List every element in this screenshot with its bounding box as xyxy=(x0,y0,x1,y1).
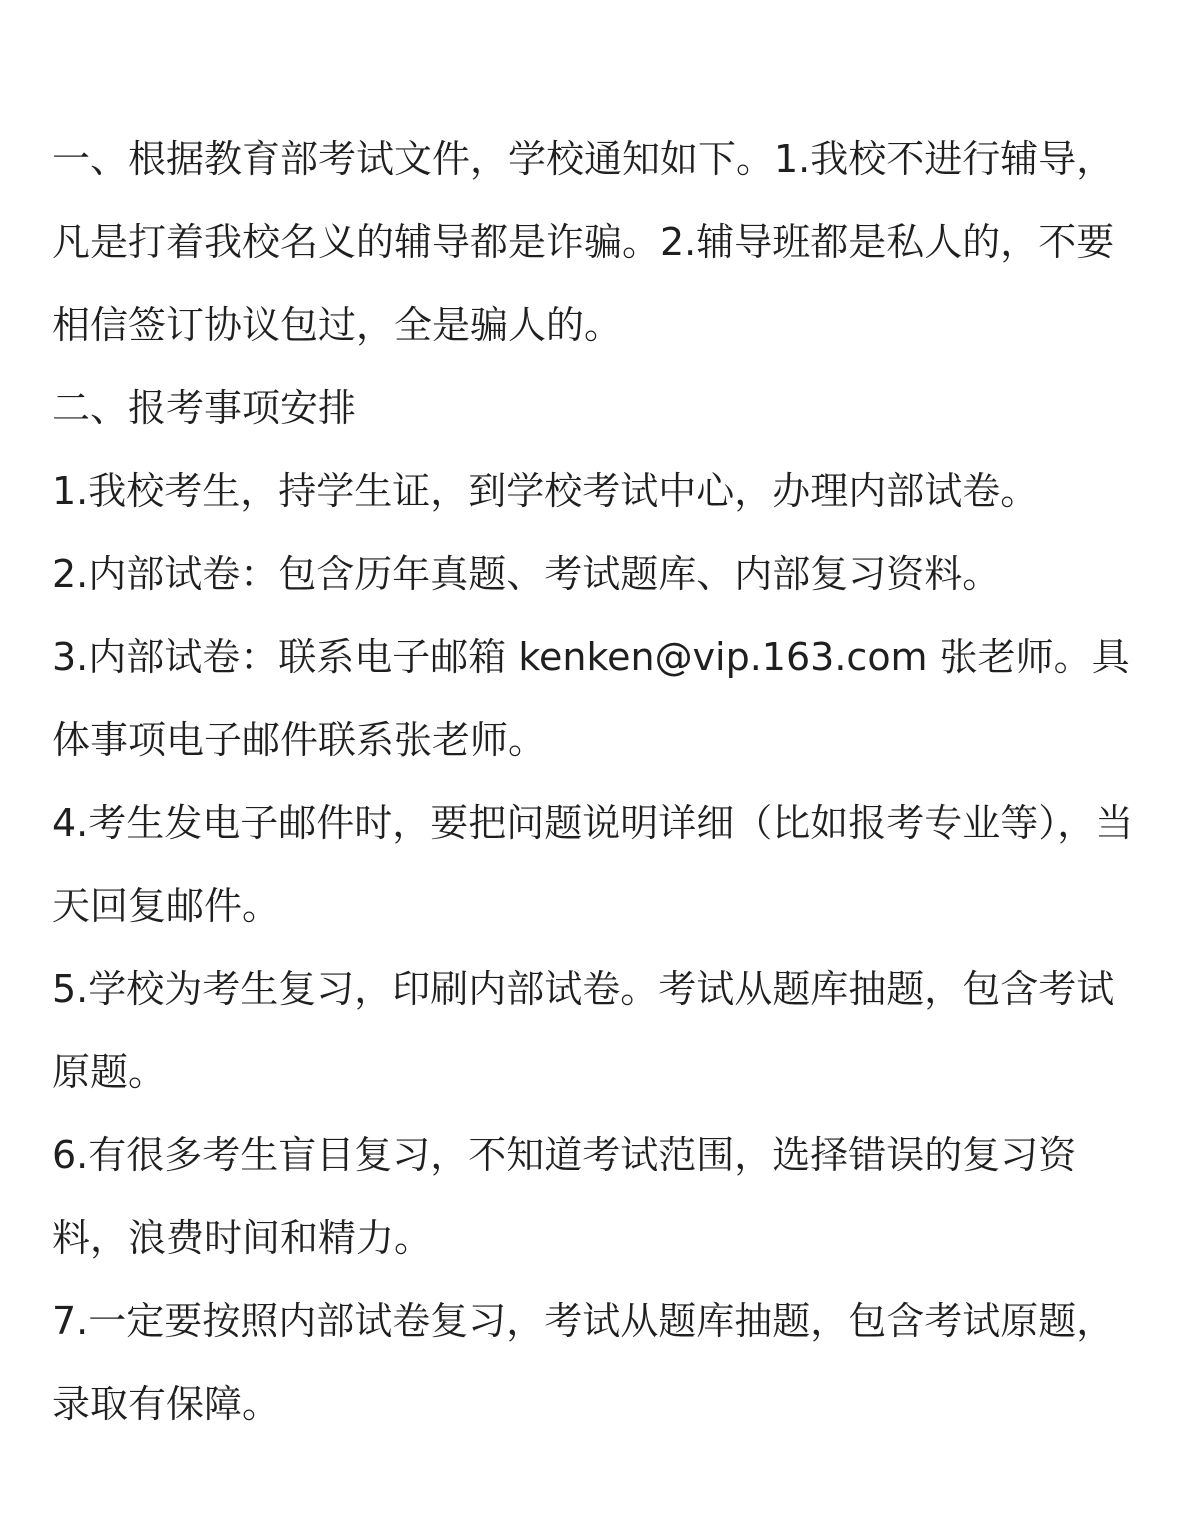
item-2: 2.内部试卷：包含历年真题、考试题库、内部复习资料。 xyxy=(52,552,1001,596)
item-3: 3.内部试卷：联系电子邮箱 kenken@vip.163.com 张老师。具体事项电子邮件联系张老师。 xyxy=(52,635,1130,762)
notice-document xyxy=(52,118,1152,1446)
section-heading-arrangements: 二、报考事项安排 xyxy=(52,386,357,430)
item-1: 1.我校考生，持学生证，到学校考试中心，办理内部试卷。 xyxy=(52,469,1039,513)
item-5: 5.学校为考生复习，印刷内部试卷。考试从题库抽题，包含考试原题。 xyxy=(52,967,1115,1094)
item-7: 7.一定要按照内部试卷复习，考试从题库抽题，包含考试原题，录取有保障。 xyxy=(52,1299,1115,1426)
item-6: 6.有很多考生盲目复习，不知道考试范围，选择错误的复习资料，浪费时间和精力。 xyxy=(52,1133,1077,1260)
item-4: 4.考生发电子邮件时，要把问题说明详细（比如报考专业等），当天回复邮件。 xyxy=(52,801,1134,928)
paragraph-intro: 一、根据教育部考试文件，学校通知如下。1.我校不进行辅导，凡是打着我校名义的辅导都是诈骗。2.辅导班都是私人的，不要相信签订协议包过，全是骗人的。 xyxy=(52,137,1115,347)
